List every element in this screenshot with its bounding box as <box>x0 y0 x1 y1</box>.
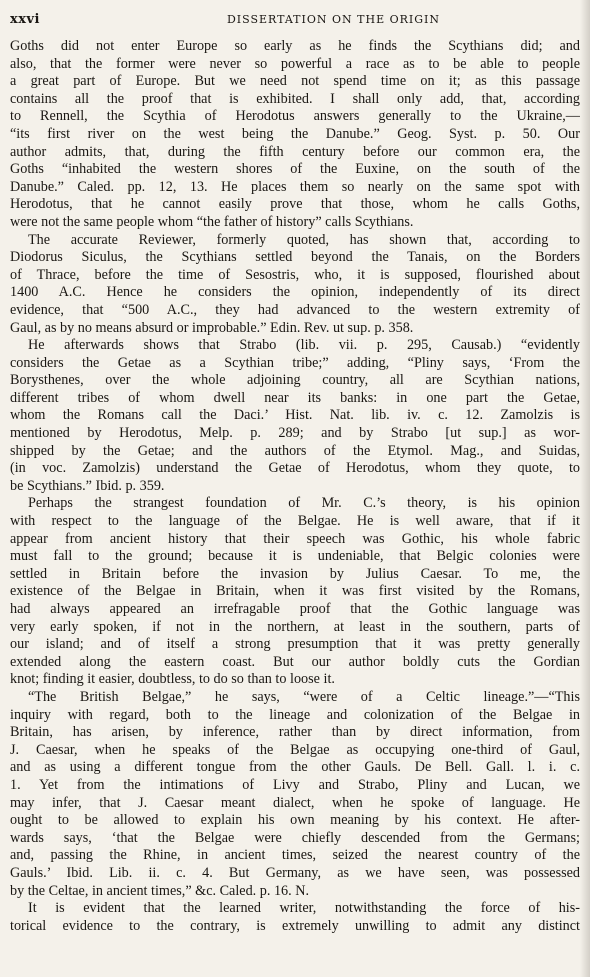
text-line: “its first river on the west being the Danube.” Geog. Syst. p. 50. Our <box>10 125 580 142</box>
text-line: author admits, that, during the fifth century before our common era, the <box>10 143 580 160</box>
text-line: very early spoken, if not in the northern, at least in the southern, parts of <box>10 618 580 635</box>
text-line: were not the same people whom “the father of history” calls Scythians. <box>10 213 414 230</box>
text-line: existence of the Belgae in Britain, when it was first visited by the Romans, <box>10 583 580 600</box>
text-line: 1400 A.C. Hence he considers the opinion, independently of its direct <box>10 284 580 301</box>
body-text <box>10 38 580 935</box>
text-line: be Scythians.” Ibid. p. 359. <box>10 477 165 494</box>
text-line: with respect to the language of the Belgae. He is well aware, that if it <box>10 513 580 530</box>
text-line: J. Caesar, when he speaks of the Belgae as occupying one-third of Gaul, <box>10 741 580 758</box>
text-line: ought to be allowed to explain his own meaning by his context. He after- <box>10 812 580 829</box>
text-line: considers the Getae as a Scythian tribe;” adding, “Pliny says, ‘From the <box>10 354 580 371</box>
text-line: Borysthenes, over the whole adjoining country, all are Scythian nations, <box>10 372 580 389</box>
text-line: contains all the proof that is exhibited. I shall only add, that, according <box>10 90 580 107</box>
text-line: torical evidence to the contrary, is extremely unwilling to admit any distinct <box>10 917 580 934</box>
text-line: different tribes of whom dwell near its banks: in one part the Getae, <box>10 389 580 406</box>
text-line: a great part of Europe. But we need not spend time on it; as this passage <box>10 73 580 90</box>
text-line: mentioned by Herodotus, Melp. p. 289; and by Strabo [ut sup.] as wor- <box>10 425 580 442</box>
text-line: Goths “inhabited the western shores of the Euxine, on the south of the <box>10 161 580 178</box>
text-line: to Rennell, the Scythia of Herodotus answers generally to the Ukraine,— <box>10 108 580 125</box>
text-line: appear from ancient history that their speech was Gothic, his whole fabric <box>10 530 580 547</box>
text-line: Perhaps the strangest foundation of Mr. C.’s theory, is his opinion <box>28 495 580 512</box>
text-line: had always appeared an irrefragable proof that the Gothic language was <box>10 601 580 617</box>
page-header <box>10 12 580 32</box>
text-line: extended along the eastern coast. But our author boldly cuts the Gordian <box>10 653 580 670</box>
text-line: inquiry with regard, both to the lineage and colonization of the Belgae in <box>10 706 580 723</box>
text-line: Gaul, as by no means absurd or improbable.” Edin. Rev. ut sup. p. 358. <box>10 319 414 336</box>
text-line: Gauls.’ Ibid. Lib. ii. c. 4. But Germany, as we have seen, was possessed <box>10 864 580 881</box>
text-line: “The British Belgae,” he says, “were of a Celtic lineage.”—“This <box>28 688 580 705</box>
text-line: Britain, has arisen, by inference, rather than by direct information, from <box>10 724 580 741</box>
text-line: our island; and of itself a strong presumption that it was pretty generally <box>10 636 580 653</box>
text-line: by the Celtae, in ancient times,” &c. Caled. p. 16. N. <box>10 882 310 899</box>
text-line: may infer, that J. Caesar meant dialect, when he spoke of language. He <box>10 794 580 811</box>
text-line: of Thrace, before the time of Sesostris, who, it is supposed, flourished about <box>10 266 580 283</box>
text-line: The accurate Reviewer, formerly quoted, has shown that, according to <box>28 231 580 248</box>
text-line: must fall to the ground; because it is undeniable, that Belgic colonies were <box>10 548 580 565</box>
text-line: shipped by the Getae; and the authors of the Etymol. Mag., and Suidas, <box>10 442 580 459</box>
text-line: He afterwards shows that Strabo (lib. vii. p. 295, Causab.) “evidently <box>28 337 580 354</box>
text-line: Goths did not enter Europe so early as he finds the Scythians did; and <box>10 38 580 54</box>
text-line: evidence, that “500 A.C., they had advanced to the western extremity of <box>10 301 580 318</box>
text-line: (in voc. Zamolzis) understand the Getae of Herodotus, whom they quote, to <box>10 460 580 477</box>
text-line: knot; finding it easier, doubtless, to do so than to loose it. <box>10 671 335 688</box>
text-line: 1. Yet from the intimations of Livy and Strabo, Pliny and Lucan, we <box>10 776 580 793</box>
page-gutter-shadow <box>580 0 590 977</box>
text-line: settled in Britain before the invasion by Julius Caesar. To me, the <box>10 565 580 582</box>
text-line: Diodorus Siculus, the Scythians settled beyond the Tanais, on the Borders <box>10 249 580 266</box>
running-title: DISSERTATION ON THE ORIGIN <box>226 13 440 26</box>
text-line: Danube.” Caled. pp. 12, 13. He places them so nearly on the same spot with <box>10 178 580 195</box>
text-line: and, passing the Rhine, in ancient times, seized the nearest country of the <box>10 847 580 864</box>
text-line: wards says, ‘that the Belgae were chiefly descended from the Germans; <box>10 829 580 846</box>
text-line: also, that the former were never so powerful a race as to be able to people <box>10 55 580 72</box>
page-number: xxvi <box>10 12 40 27</box>
text-line: whom the Romans call the Daci.’ Hist. Nat. lib. iv. c. 12. Zamolzis is <box>10 407 580 424</box>
text-line: and as using a different tongue from the other Gauls. De Bell. Gall. l. i. c. <box>10 759 580 776</box>
text-line: Herodotus, that he cannot easily prove that those, whom he calls Goths, <box>10 196 580 213</box>
text-line: It is evident that the learned writer, notwithstanding the force of his- <box>28 900 580 917</box>
